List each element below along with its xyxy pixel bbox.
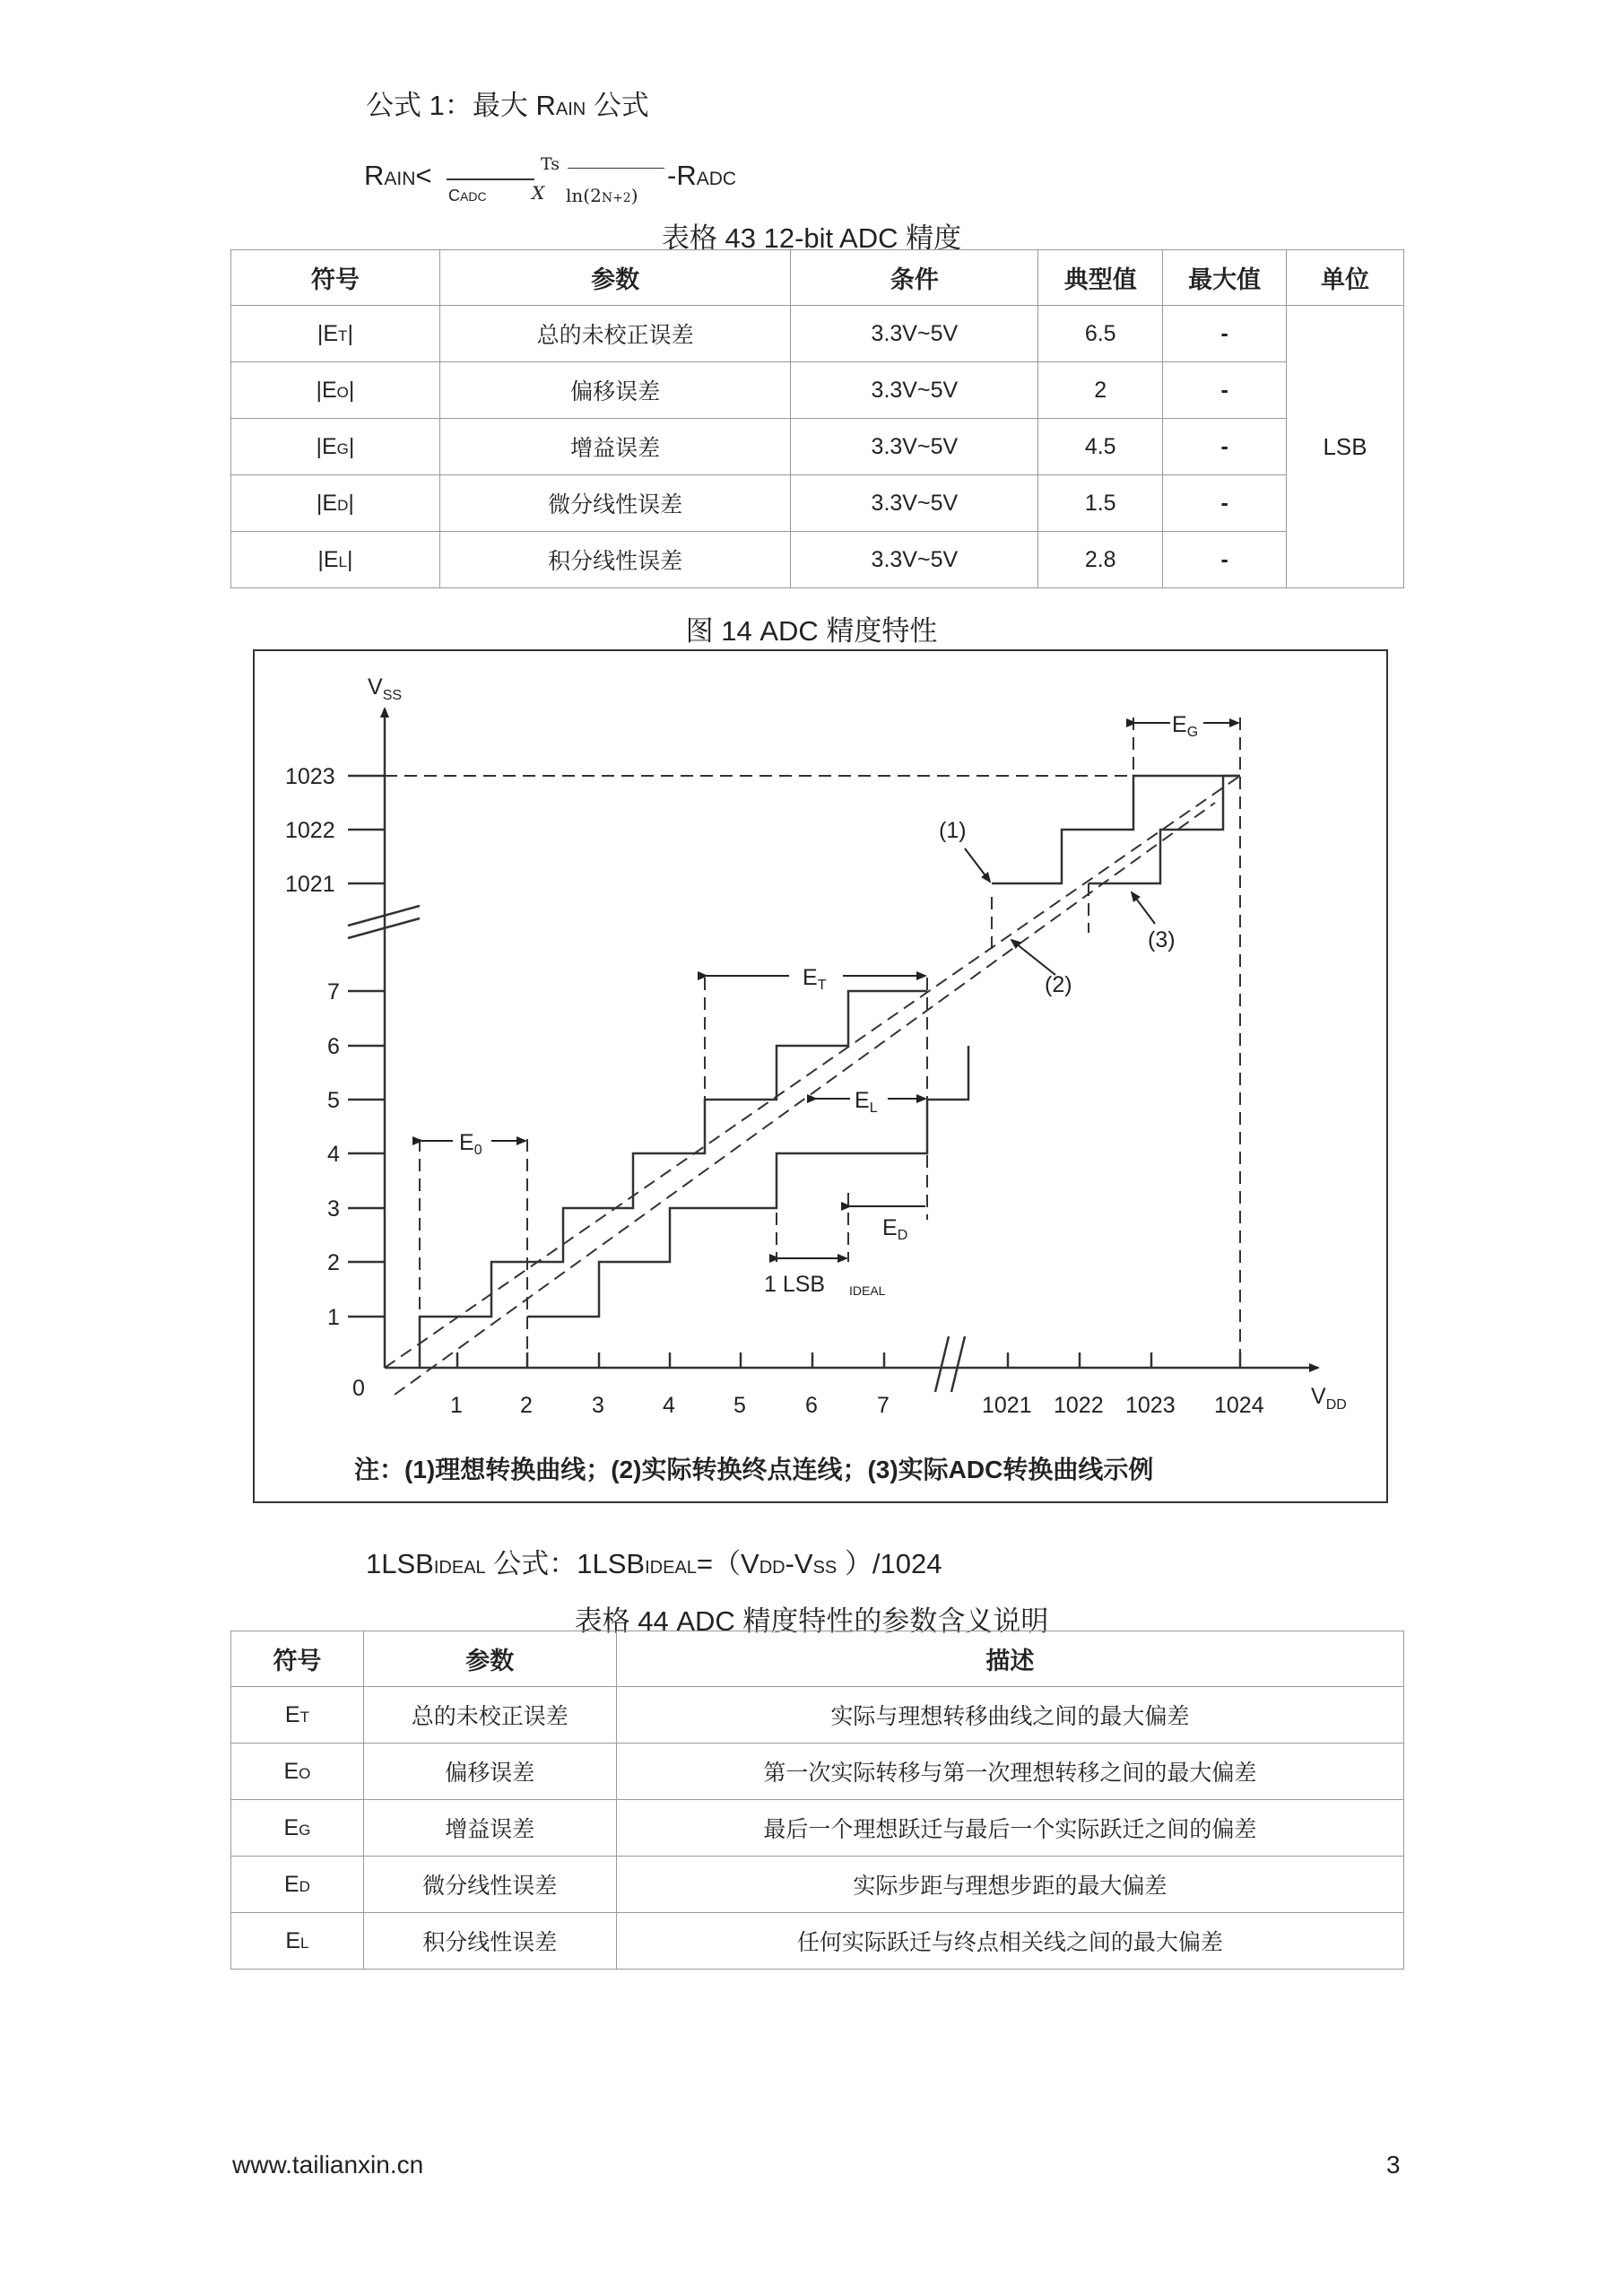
figure14-caption: 图 14 ADC 精度特性 — [685, 615, 938, 647]
page-number: 3 — [1386, 2151, 1401, 2179]
typ-cell: 2 — [1038, 362, 1163, 419]
table-row — [231, 1857, 1404, 1913]
unit-cell: LSB — [1287, 306, 1404, 588]
formula-title: 公式 1：最大 RAIN 公式 — [366, 90, 649, 121]
symbol-cell: |EL| — [231, 532, 440, 588]
x-tick-marks — [457, 1352, 1240, 1368]
rain-formula-tail: -RADC — [667, 160, 737, 191]
symbol-cell: |ED| — [231, 475, 440, 532]
table43-header-typ: 典型值 — [1038, 250, 1163, 306]
table-row — [231, 1913, 1404, 1970]
typ-cell: 1.5 — [1038, 475, 1163, 532]
param-cell: 总的未校正误差 — [439, 306, 791, 362]
label-el: $E_L$ — [855, 1088, 878, 1116]
actual-staircase-short — [927, 1046, 968, 1100]
table43-header-symbol: 符号 — [231, 250, 440, 306]
x-tick-label: 3 — [592, 1393, 604, 1418]
x-break-1 — [935, 1336, 949, 1392]
x-axis-label: $V_{DD}$ — [1311, 1384, 1347, 1413]
y-tick-label: 1 — [327, 1305, 340, 1330]
desc-cell: 最后一个理想跃迁与最后一个实际跃迁之间的偏差 — [616, 1800, 1403, 1857]
y-tick-label: 4 — [327, 1142, 340, 1167]
y-axis-label: $V_{SS}$ — [368, 674, 403, 703]
y-tick-label: 1021 — [285, 872, 335, 897]
param-cell: 积分线性误差 — [363, 1913, 616, 1970]
endpoint-diagonal — [395, 803, 1215, 1395]
y-tick-label: 3 — [327, 1196, 340, 1222]
label-eg: $E_G$ — [1172, 712, 1199, 740]
y-tick-marks — [348, 776, 385, 1317]
cond-cell: 3.3V~5V — [791, 475, 1038, 532]
y-tick-label: 7 — [327, 979, 340, 1004]
rain-formula-lhs: RAIN< — [364, 160, 432, 191]
param-cell: 总的未校正误差 — [363, 1687, 616, 1744]
formula-cadc: CADC — [448, 187, 487, 204]
table44-caption: 表格 44 ADC 精度特性的参数含义说明 — [574, 1605, 1049, 1637]
symbol-cell: EL — [231, 1913, 364, 1970]
max-cell: - — [1163, 362, 1287, 419]
typ-cell: 4.5 — [1038, 419, 1163, 475]
cond-cell: 3.3V~5V — [791, 306, 1038, 362]
table44-header-param: 参数 — [363, 1631, 616, 1687]
table43-header-max: 最大值 — [1163, 250, 1287, 306]
label-lsb-ideal-sub: IDEAL — [849, 1283, 886, 1298]
typ-cell: 6.5 — [1038, 306, 1163, 362]
y-tick-label: 1022 — [285, 818, 335, 843]
x-tick-label: 2 — [520, 1393, 533, 1418]
symbol-cell: |EG| — [231, 419, 440, 475]
table43-header-unit: 单位 — [1287, 250, 1404, 306]
param-cell: 增益误差 — [363, 1800, 616, 1857]
cond-cell: 3.3V~5V — [791, 532, 1038, 588]
cond-cell: 3.3V~5V — [791, 362, 1038, 419]
table44-header-desc: 描述 — [616, 1631, 1403, 1687]
desc-cell: 实际与理想转移曲线之间的最大偏差 — [616, 1687, 1403, 1744]
table-row — [231, 1744, 1404, 1800]
desc-cell: 任何实际跃迁与终点相关线之间的最大偏差 — [616, 1913, 1403, 1970]
y-tick-label: 5 — [327, 1088, 340, 1113]
symbol-cell: ED — [231, 1857, 364, 1913]
label-lsb-ideal: 1 LSB — [764, 1272, 826, 1297]
symbol-cell: ET — [231, 1687, 364, 1744]
ideal-staircase — [420, 991, 927, 1368]
max-cell: - — [1163, 306, 1287, 362]
table-row — [231, 1800, 1404, 1857]
x-break-2 — [951, 1336, 965, 1392]
desc-cell: 第一次实际转移与第一次理想转移之间的最大偏差 — [616, 1744, 1403, 1800]
y-tick-label: 2 — [327, 1250, 340, 1275]
max-cell: - — [1163, 475, 1287, 532]
y-tick-label: 1023 — [285, 764, 335, 789]
param-cell: 偏移误差 — [439, 362, 791, 419]
desc-cell: 实际步距与理想步距的最大偏差 — [616, 1857, 1403, 1913]
lsb-formula: 1LSBIDEAL 公式：1LSBIDEAL=（VDD-VSS ）/1024 — [366, 1548, 942, 1579]
x-tick-label: 5 — [733, 1393, 746, 1418]
table43-header-cond: 条件 — [791, 250, 1038, 306]
param-cell: 积分线性误差 — [439, 532, 791, 588]
x-tick-label: 1023 — [1125, 1393, 1176, 1418]
symbol-cell: |EO| — [231, 362, 440, 419]
max-cell: - — [1163, 419, 1287, 475]
typ-cell: 2.8 — [1038, 532, 1163, 588]
label-c1: (1) — [939, 818, 967, 843]
param-cell: 偏移误差 — [363, 1744, 616, 1800]
formula-ln: ln(2N+2) — [566, 185, 638, 206]
x-tick-label: 1021 — [982, 1393, 1032, 1418]
x-tick-label: 7 — [877, 1393, 890, 1418]
x-tick-label: 1024 — [1214, 1393, 1264, 1418]
label-c2: (2) — [1045, 972, 1072, 997]
x-tick-label: 1 — [450, 1393, 463, 1418]
label-et: $E_T$ — [803, 965, 827, 993]
x-tick-label: 4 — [663, 1393, 675, 1418]
formula-x: X — [532, 182, 545, 204]
label-eo: $E_0$ — [459, 1130, 482, 1158]
table-row — [231, 1687, 1404, 1744]
symbol-cell: EG — [231, 1800, 364, 1857]
label-ed: $E_D$ — [882, 1215, 908, 1243]
cond-cell: 3.3V~5V — [791, 419, 1038, 475]
table43-header-param: 参数 — [439, 250, 791, 306]
symbol-cell: |ET| — [231, 306, 440, 362]
y-tick-label: 6 — [327, 1034, 340, 1059]
formula-numerator: Ts — [541, 154, 560, 174]
x-tick-label: 1022 — [1054, 1393, 1104, 1418]
footer-url[interactable]: www.tailianxin.cn — [232, 2151, 424, 2179]
table44-header-symbol: 符号 — [231, 1631, 364, 1687]
param-cell: 微分线性误差 — [363, 1857, 616, 1913]
param-cell: 增益误差 — [439, 419, 791, 475]
table44 — [230, 1631, 1404, 1970]
symbol-cell: EO — [231, 1744, 364, 1800]
figure14-note: 注：(1)理想转换曲线；(2)实际转换终点连线；(3)实际ADC转换曲线示例 — [354, 1456, 1154, 1483]
origin-label: 0 — [352, 1376, 365, 1401]
label-c3: (3) — [1148, 927, 1176, 952]
max-cell: - — [1163, 532, 1287, 588]
table43-caption: 表格 43 12-bit ADC 精度 — [661, 222, 962, 254]
x-tick-label: 6 — [805, 1393, 818, 1418]
param-cell: 微分线性误差 — [439, 475, 791, 532]
